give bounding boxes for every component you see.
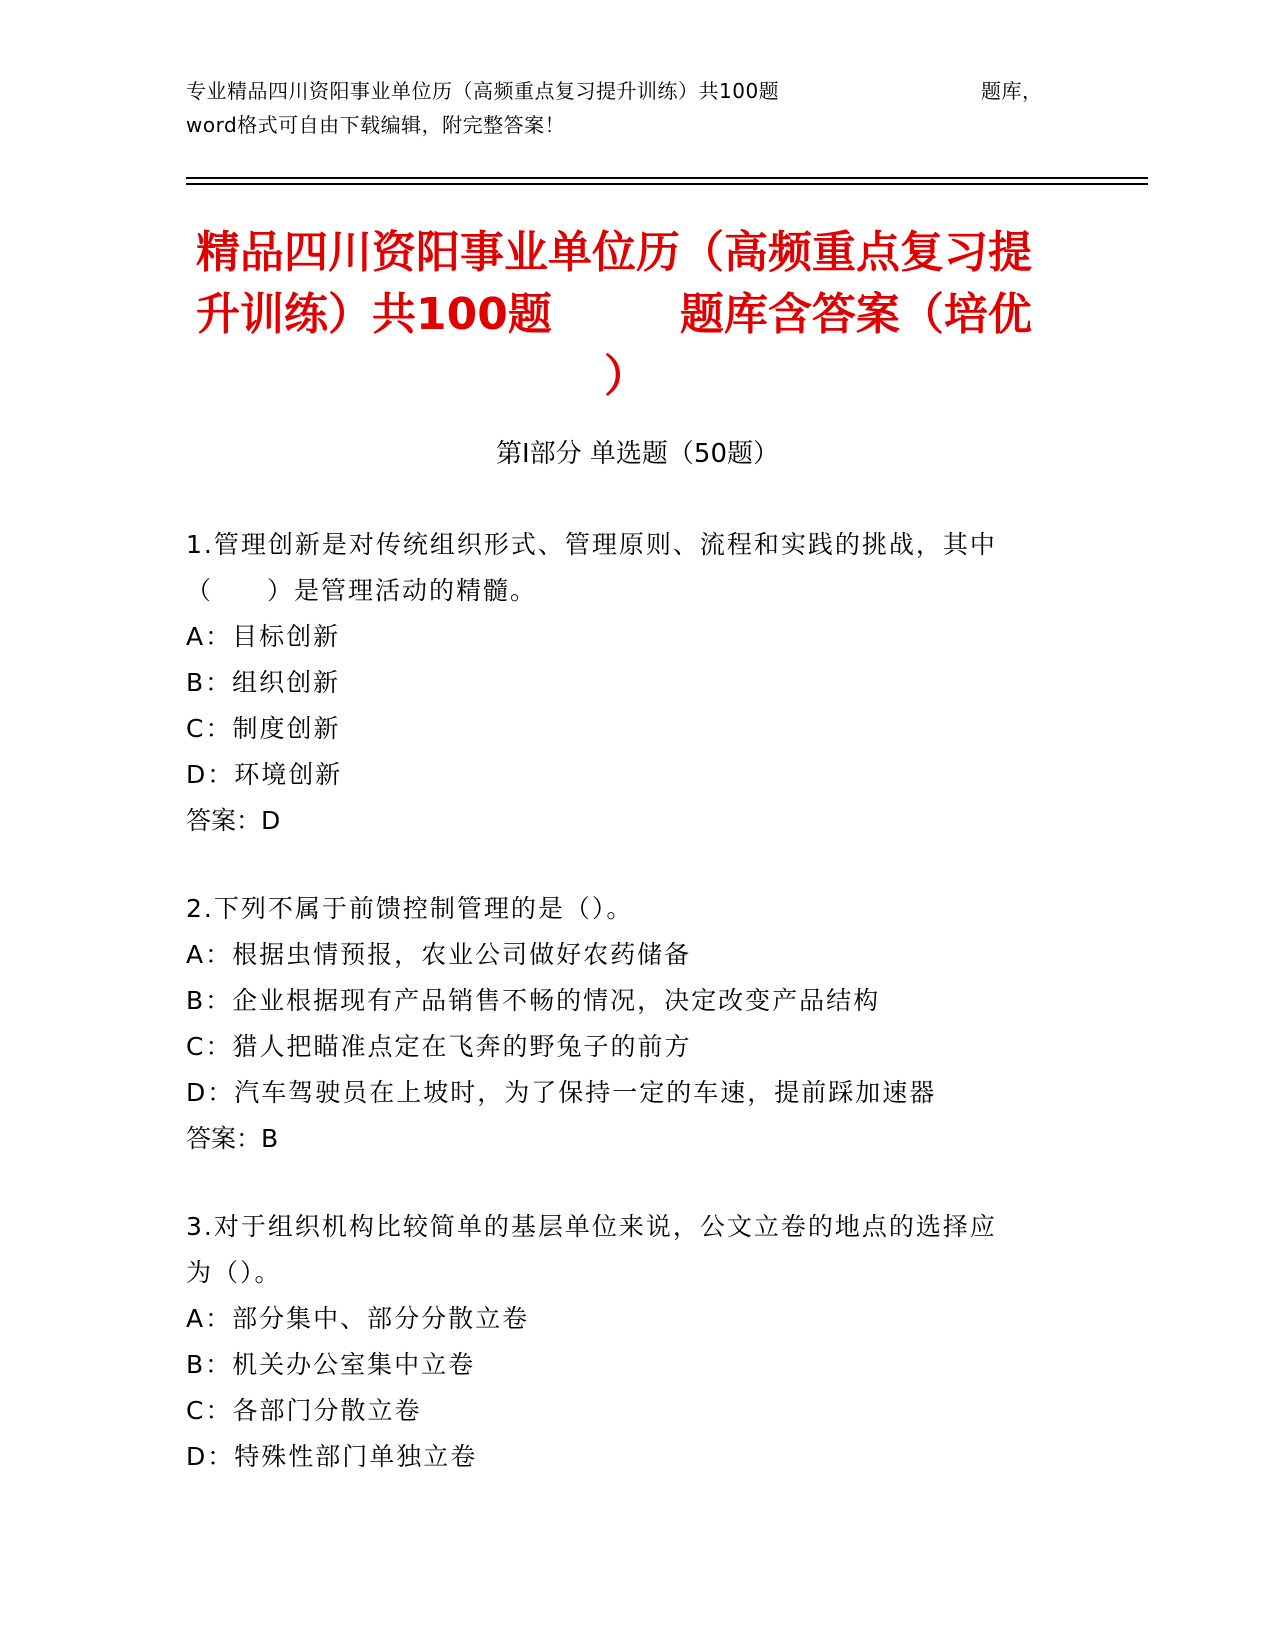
question-option-a: A：根据虫情预报，农业公司做好农药储备 <box>186 940 692 969</box>
question-option-a: A：目标创新 <box>186 622 341 651</box>
header-text-main: 专业精品四川资阳事业单位历（高频重点复习提升训练）共100题 <box>186 79 780 103</box>
question-option-b: B：企业根据现有产品销售不畅的情况，决定改变产品结构 <box>186 986 881 1015</box>
header-line-2: word格式可自由下载编辑，附完整答案！ <box>186 113 566 137</box>
header-text-tail: 题库， <box>981 79 1043 103</box>
question-1 <box>186 522 1066 844</box>
page-header <box>186 74 1056 142</box>
question-answer: 答案：D <box>186 806 281 835</box>
question-option-b: B：组织创新 <box>186 668 341 697</box>
question-option-a: A：部分集中、部分分散立卷 <box>186 1304 530 1333</box>
question-option-c: C：猎人把瞄准点定在飞奔的野兔子的前方 <box>186 1032 692 1061</box>
question-option-c: C：制度创新 <box>186 714 341 743</box>
question-option-d: D：特殊性部门单独立卷 <box>186 1442 478 1471</box>
question-stem-line-1: 1.管理创新是对传统组织形式、管理原则、流程和实践的挑战，其中 <box>186 530 997 559</box>
title-line-2-part-a: 升训练）共100题 <box>196 289 552 340</box>
question-stem-line-1: 3.对于组织机构比较简单的基层单位来说，公文立卷的地点的选择应 <box>186 1212 997 1241</box>
title-line-1: 精品四川资阳事业单位历（高频重点复习提 <box>196 227 1032 278</box>
question-3 <box>186 1204 1066 1480</box>
question-list <box>186 522 1066 1480</box>
question-stem-line-2: 为（）。 <box>186 1258 282 1287</box>
header-line-1 <box>186 74 1056 108</box>
title-line-3: ） <box>604 351 648 402</box>
question-stem-line-2: （ ）是管理活动的精髓。 <box>186 576 538 605</box>
header-rule-bottom <box>186 183 1148 185</box>
question-option-d: D：汽车驾驶员在上坡时，为了保持一定的车速，提前踩加速器 <box>186 1078 937 1107</box>
question-2 <box>186 886 1066 1162</box>
title-line-2-part-b: 题库含答案（培优 <box>679 289 1032 340</box>
question-option-d: D：环境创新 <box>186 760 343 789</box>
question-option-b: B：机关办公室集中立卷 <box>186 1350 476 1379</box>
header-rule-top <box>186 177 1148 179</box>
question-stem-line-1: 2.下列不属于前馈控制管理的是（）。 <box>186 894 634 923</box>
question-option-c: C：各部门分散立卷 <box>186 1396 422 1425</box>
document-title <box>196 222 1086 408</box>
question-answer: 答案：B <box>186 1124 279 1153</box>
title-line-2 <box>196 284 1086 346</box>
section-title: 第Ⅰ部分 单选题（50题） <box>495 439 780 469</box>
